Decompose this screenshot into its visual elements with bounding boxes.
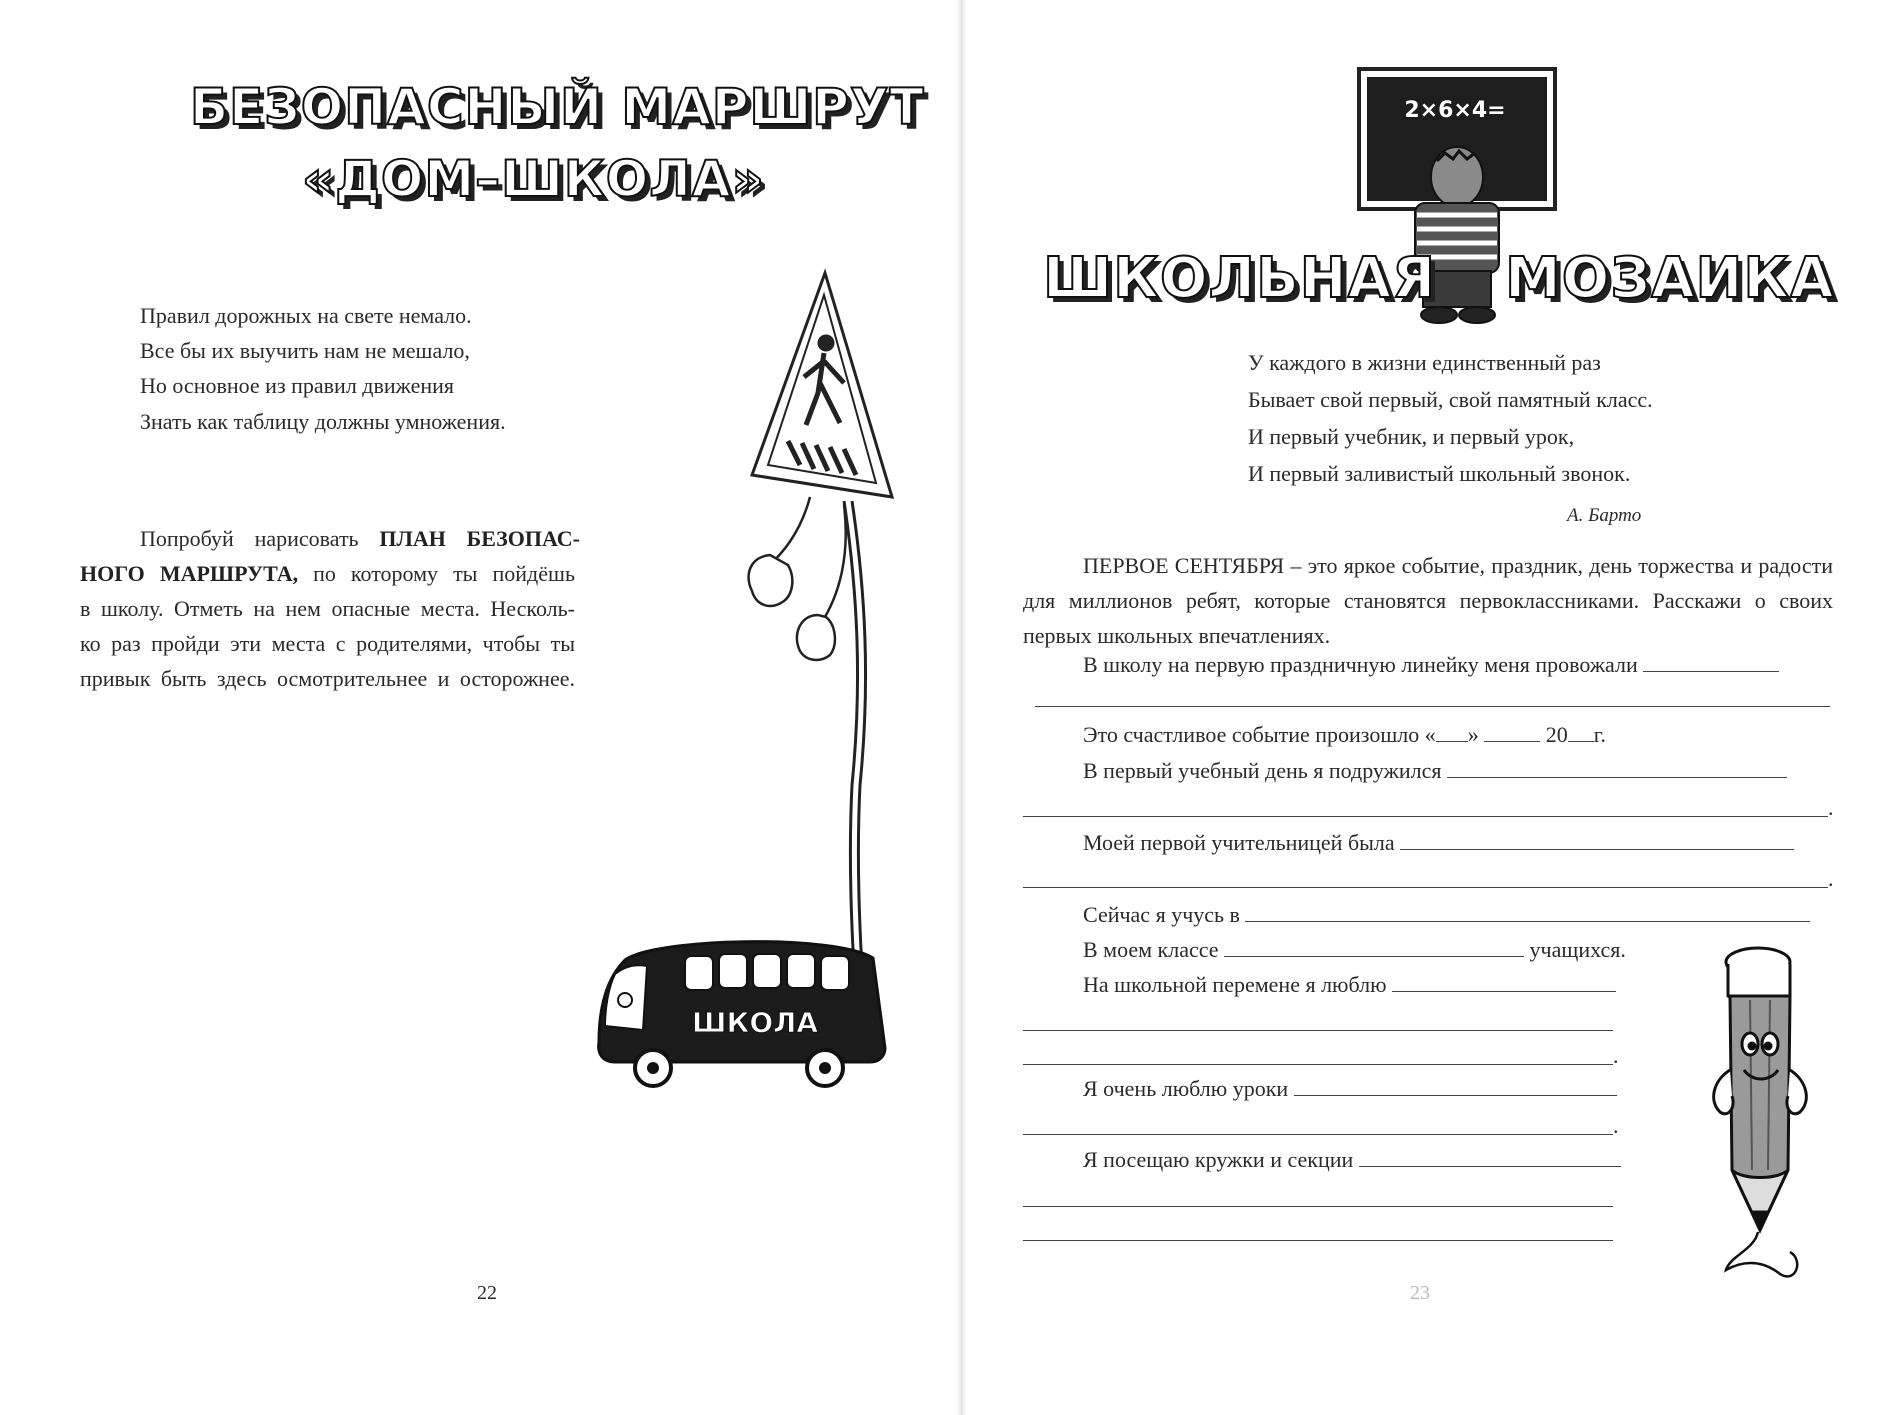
answer-line[interactable] bbox=[1294, 1094, 1617, 1096]
school-bus-illustration bbox=[595, 930, 895, 1090]
intro-paragraph bbox=[1023, 548, 1833, 653]
chalkboard-text: 2×6×4= bbox=[1404, 98, 1506, 123]
line-end-period: . bbox=[1828, 795, 1834, 820]
left-task-line-5: привык быть здесь осмотрительнее и осторожнее. bbox=[80, 666, 575, 691]
answer-line[interactable] bbox=[1023, 1240, 1613, 1241]
answer-line[interactable] bbox=[1359, 1165, 1621, 1167]
answer-year[interactable] bbox=[1568, 740, 1594, 742]
left-poem-line-2: Все бы их выучить нам не мешало, bbox=[140, 338, 470, 363]
pencil-icon bbox=[1714, 948, 1807, 1276]
pencil-character-illustration bbox=[1700, 940, 1820, 1280]
answer-line[interactable] bbox=[1023, 887, 1828, 888]
answer-line[interactable] bbox=[1643, 670, 1779, 672]
right-poem-line-4: И первый заливистый школьный звонок. bbox=[1248, 461, 1631, 486]
prompt-recess: На школьной перемене я люблю bbox=[1083, 972, 1616, 998]
right-poem-line-3: И первый учебник, и первый урок, bbox=[1248, 424, 1575, 449]
left-title-line2: «ДОМ–ШКОЛА» bbox=[302, 150, 765, 208]
intro-rest: – это яркое событие, праздник, день торжества и радости для миллионов ребят, которые становятся первоклассниками. Расскажи о своих первых школьных впечатлениях. bbox=[1023, 553, 1833, 648]
left-poem-line-1: Правил дорожных на свете немало. bbox=[140, 303, 472, 328]
right-page bbox=[960, 0, 1890, 1415]
answer-line[interactable] bbox=[1035, 706, 1830, 707]
left-task-line-3: в школу. Отметь на нем опасные места. Несколь- bbox=[80, 596, 575, 621]
left-poem-line-3: Но основное из правил движения bbox=[140, 373, 455, 398]
line-end-period: . bbox=[1613, 1113, 1619, 1138]
right-poem-line-2: Бывает свой первый, свой памятный класс. bbox=[1248, 387, 1653, 412]
answer-line[interactable] bbox=[1447, 776, 1787, 778]
left-task-line-2: НОГО МАРШРУТА, по которому ты пойдёшь bbox=[80, 561, 575, 586]
sign-arms-icon bbox=[749, 497, 846, 660]
answer-line[interactable] bbox=[1245, 920, 1810, 922]
left-task-line-4: ко раз пройди эти места с родителями, чтобы ты bbox=[80, 631, 575, 656]
answer-line[interactable] bbox=[1023, 1030, 1613, 1031]
prompt-lessons: Я очень люблю уроки bbox=[1083, 1076, 1617, 1102]
page-number-right: 23 bbox=[1410, 1282, 1430, 1304]
answer-month[interactable] bbox=[1484, 740, 1540, 742]
line-end-period: . bbox=[1613, 1043, 1619, 1068]
road-sign-illustration bbox=[740, 265, 900, 1035]
answer-line[interactable] bbox=[1023, 1206, 1613, 1207]
answer-line[interactable] bbox=[1224, 955, 1524, 957]
answer-line[interactable] bbox=[1023, 1064, 1613, 1065]
left-task-line-1: Попробуй нарисовать ПЛАН БЕЗОПАС- bbox=[140, 526, 580, 551]
bus-label: ШКОЛА bbox=[691, 1006, 819, 1039]
intro-caps: ПЕРВОЕ СЕНТЯБРЯ bbox=[1083, 553, 1285, 578]
right-title-part1: ШКОЛЬНАЯ bbox=[1043, 246, 1437, 311]
poem-author: А. Барто bbox=[1567, 505, 1642, 526]
prompt-friend: В первый учебный день я подружился bbox=[1083, 758, 1787, 784]
line-end-period: . bbox=[1828, 866, 1834, 891]
right-title-part2: МОЗАИКА bbox=[1505, 246, 1835, 311]
answer-day[interactable] bbox=[1436, 740, 1468, 742]
left-poem-line-4: Знать как таблицу должны умножения. bbox=[140, 409, 506, 434]
page-number-left: 22 bbox=[477, 1282, 497, 1304]
answer-line[interactable] bbox=[1400, 848, 1794, 850]
prompt-escort: В школу на первую праздничную линейку меня провожали bbox=[1083, 652, 1779, 678]
answer-line[interactable] bbox=[1023, 816, 1828, 817]
right-poem-line-1: У каждого в жизни единственный раз bbox=[1248, 350, 1601, 375]
pedestrian-crossing-sign-icon bbox=[752, 273, 892, 497]
answer-line[interactable] bbox=[1392, 990, 1616, 992]
prompt-clubs: Я посещаю кружки и секции bbox=[1083, 1147, 1621, 1173]
prompt-class-size: В моем классе учащихся. bbox=[1083, 937, 1626, 962]
answer-line[interactable] bbox=[1023, 1134, 1613, 1135]
prompt-date: Это счастливое событие произошло « » 20 г. bbox=[1083, 722, 1606, 747]
left-title-line1: БЕЗОПАСНЫЙ МАРШРУТ bbox=[190, 78, 925, 136]
prompt-teacher: Моей первой учительницей была bbox=[1083, 830, 1794, 856]
prompt-study-at: Сейчас я учусь в bbox=[1083, 902, 1810, 928]
